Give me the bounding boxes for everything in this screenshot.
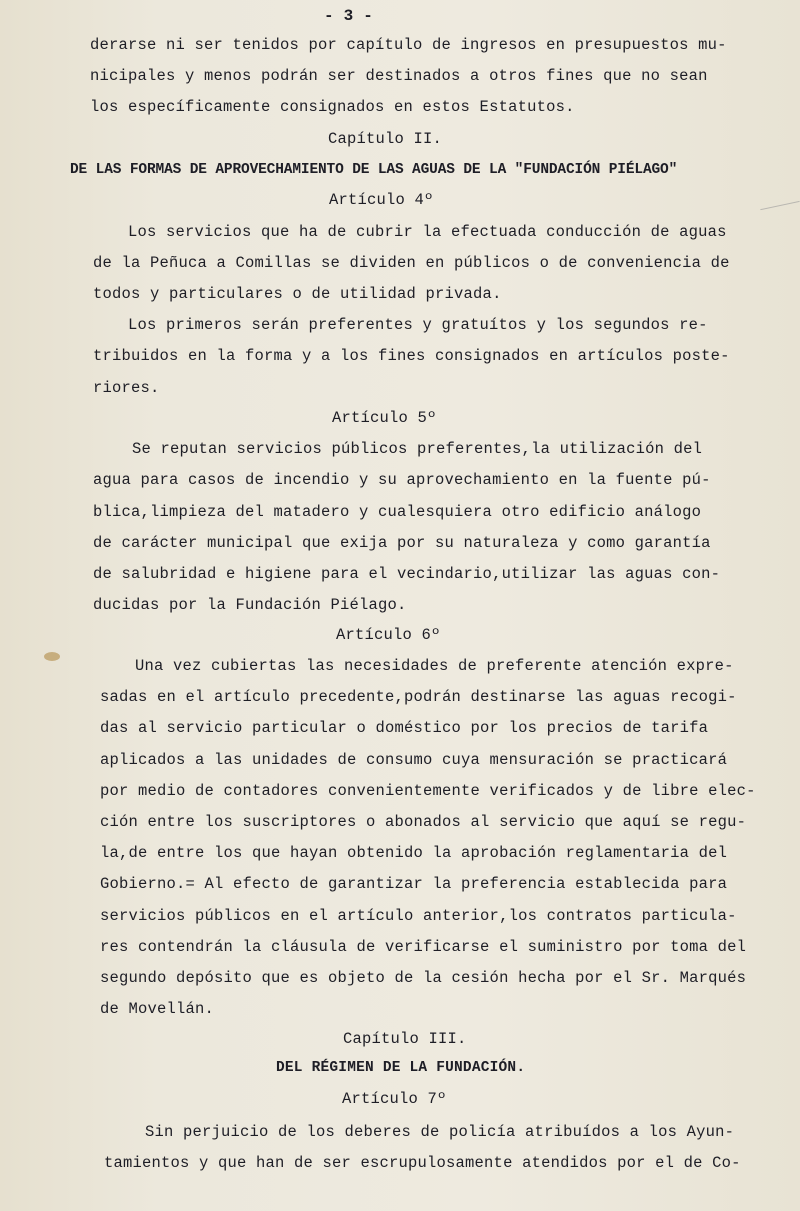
text-line: riores. [93,379,160,397]
text-line: Sin perjuicio de los deberes de policía atribuídos a los Ayun- [145,1123,735,1141]
paper-stain [44,652,60,661]
text-line: de la Peñuca a Comillas se dividen en públicos o de conveniencia de [93,254,730,272]
text-line: de salubridad e higiene para el vecindario,utilizar las aguas con- [93,565,721,583]
text-line: blica,limpieza del matadero y cualesquiera otro edificio análogo [93,503,702,521]
text-line: Los primeros serán preferentes y gratuítos y los segundos re- [128,316,708,334]
article-heading: Artículo 4º [329,191,434,209]
text-line: ción entre los suscriptores o abonados al servicio que aquí se regu- [100,813,747,831]
text-line: das al servicio particular o doméstico por los precios de tarifa [100,719,709,737]
text-line: la,de entre los que hayan obtenido la aprobación reglamentaria del [100,844,728,862]
text-line: de carácter municipal que exija por su naturaleza y como garantía [93,534,711,552]
text-line: por medio de contadores convenientemente verificados y de libre elec- [100,782,756,800]
article-heading: Artículo 7º [342,1090,447,1108]
text-line: agua para casos de incendio y su aprovechamiento en la fuente pú- [93,471,711,489]
text-line: ducidas por la Fundación Piélago. [93,596,407,614]
text-line: nicipales y menos podrán ser destinados a otros fines que no sean [90,67,708,85]
page-number: - 3 - [324,7,374,25]
chapter-title: DE LAS FORMAS DE APROVECHAMIENTO DE LAS AGUAS DE LA "FUNDACIÓN PIÉLAGO" [70,162,678,178]
text-line: Los servicios que ha de cubrir la efectuada conducción de aguas [128,223,727,241]
text-line: Gobierno.= Al efecto de garantizar la preferencia establecida para [100,875,728,893]
chapter-heading: Capítulo III. [343,1030,467,1048]
text-line: los específicamente consignados en estos Estatutos. [90,98,575,116]
text-line: derarse ni ser tenidos por capítulo de ingresos en presupuestos mu- [90,36,727,54]
text-line: tamientos y que han de ser escrupulosamente atendidos por el de Co- [104,1154,741,1172]
text-line: segundo depósito que es objeto de la cesión hecha por el Sr. Marqués [100,969,747,987]
article-heading: Artículo 5º [332,409,437,427]
text-line: sadas en el artículo precedente,podrán destinarse las aguas recogi- [100,688,737,706]
text-line: servicios públicos en el artículo anterior,los contratos particula- [100,907,737,925]
text-line: todos y particulares o de utilidad privada. [93,285,502,303]
chapter-title: DEL RÉGIMEN DE LA FUNDACIÓN. [276,1060,526,1076]
chapter-heading: Capítulo II. [328,130,443,148]
text-line: tribuidos en la forma y a los fines consignados en artículos poste- [93,347,730,365]
article-heading: Artículo 6º [336,626,441,644]
paper-crease [760,201,799,210]
text-line: aplicados a las unidades de consumo cuya mensuración se practicará [100,751,728,769]
text-line: Se reputan servicios públicos preferentes,la utilización del [132,440,703,458]
text-line: de Movellán. [100,1000,215,1018]
text-line: Una vez cubiertas las necesidades de preferente atención expre- [135,657,734,675]
text-line: res contendrán la cláusula de verificarse el suministro por toma del [100,938,747,956]
